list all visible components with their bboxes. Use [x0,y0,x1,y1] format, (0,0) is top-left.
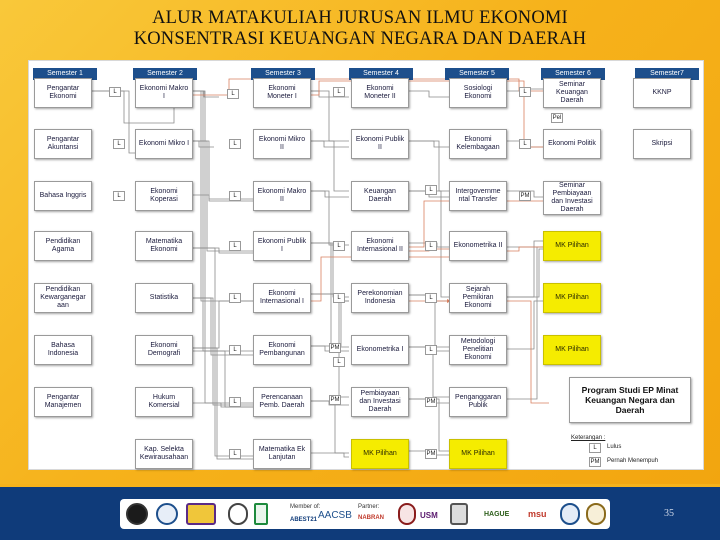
course-ekonomi-pembangunan: Ekonomi Pembangunan [253,335,311,365]
semester-5-header: Semester 5 [445,68,509,80]
semester-6-header: Semester 6 [541,68,605,80]
course-sejarah-pemikiran-ekonomi: Sejarah Pemikiran Ekonomi [449,283,507,313]
course-perencanaan-pemb-daerah: Perencanaan Pemb. Daerah [253,387,311,417]
course-ekonomi-mikro-1: Ekonomi Mikro I [135,129,193,159]
course-pengantar-manajemen: Pengantar Manajemen [34,387,92,417]
course-seminar-keuangan-daerah: Seminar Keuangan Daerah [543,78,601,108]
course-pengantar-akuntansi: Pengantar Akuntansi [34,129,92,159]
course-kknp: KKNP [633,78,691,108]
tag-lulus: L [333,87,345,97]
tag-lulus: L [333,357,345,367]
university-seal-icon [126,503,148,525]
tag-lulus: L [333,293,345,303]
legend-tag-pernah-menempuh: PM [590,459,600,465]
tag-lulus: L [229,397,241,407]
course-penganggaran-publik: Penganggaran Publik [449,387,507,417]
legend-lulus-label: Lulus [607,444,622,450]
course-ekonomi-makro-2: Ekonomi Makro II [253,181,311,211]
course-ekonomi-internasional-1: Ekonomi Internasional I [253,283,311,313]
aacsb-logo: AACSB [318,510,352,521]
hague-logo: HAGUE [484,511,510,518]
course-ekonomi-koperasi: Ekonomi Koperasi [135,181,193,211]
tag-lulus: L [113,139,125,149]
tag-pernah-menempuh: PM [520,193,530,199]
legend-tag-lulus: L [589,443,601,453]
curriculum-flowchart [28,60,704,470]
tag-lulus: L [425,185,437,195]
course-mk-pilihan-s6-a: MK Pilihan [543,231,601,261]
course-mk-pilihan-s5: MK Pilihan [449,439,507,469]
course-skripsi: Skripsi [633,129,691,159]
tag-pernah-menempuh: PM [426,399,436,405]
course-mk-pilihan-s4: MK Pilihan [351,439,409,469]
tag-lulus: L [229,293,241,303]
course-matematika-ek-lanjutan: Matematika Ek Lanjutan [253,439,311,469]
semester-1-header: Semester 1 [33,68,97,80]
course-pendidikan-kewarganegaraan: Pendidikan Kewarganegar aan [34,283,92,313]
partner-globe-icon [560,503,580,525]
course-bahasa-indonesia: Bahasa Indonesia [34,335,92,365]
course-kapita-selekta-kewirausahaan: Kap. Selekta Kewirausahaan [135,439,193,469]
tag-pernah-menempuh: PM [330,345,340,351]
legend-title: Keterangan : [571,435,606,441]
partner-crest-icon [398,503,416,525]
course-ekonomi-moneter-1: Ekonomi Moneter I [253,78,311,108]
course-ekonomi-publik-2: Ekonomi Publik II [351,129,409,159]
slide-title [0,8,720,50]
course-bahasa-inggris: Bahasa Inggris [34,181,92,211]
tag-lulus: L [109,87,121,97]
tag-lulus: L [229,345,241,355]
tag-lulus: L [333,241,345,251]
member-label: Member of: [290,504,321,510]
registered-mark-icon [228,503,248,525]
course-ekonometrika-2: Ekonometrika II [449,231,507,261]
course-statistika: Statistika [135,283,193,313]
semester-3-header: Semester 3 [251,68,315,80]
course-ekonomi-demografi: Ekonomi Demografi [135,335,193,365]
tag-lulus: L [229,241,241,251]
course-seminar-pembiayaan-investasi-daerah: Seminar Pembiayaan dan Investasi Daerah [543,181,601,215]
course-matematika-ekonomi: Matematika Ekonomi [135,231,193,261]
accreditation-badge-icon [186,503,216,525]
course-pembiayaan-investasi-daerah: Pembiayaan dan Investasi Daerah [351,387,409,417]
title-line-2: KONSENTRASI KEUANGAN NEGARA DAN DAERAH [133,29,587,49]
slide-page-number: 35 [664,508,674,519]
course-ekonomi-internasional-2: Ekonomi Internasional II [351,231,409,261]
course-mk-pilihan-s6-b: MK Pilihan [543,283,601,313]
course-metodologi-penelitian-ekonomi: Metodologi Penelitian Ekonomi [449,335,507,365]
semester-2-header: Semester 2 [133,68,197,80]
faculty-logo-icon [156,503,178,525]
tag-lulus: L [425,345,437,355]
title-line-1: ALUR MATAKULIAH JURUSAN ILMU EKONOMI [152,8,568,28]
tag-pel: Pel [552,115,562,121]
course-ekonometrika-1: Ekonometrika I [351,335,409,365]
course-pendidikan-agama: Pendidikan Agama [34,231,92,261]
course-pengantar-ekonomi: Pengantar Ekonomi [34,78,92,108]
course-ekonomi-kelembagaan: Ekonomi Kelembagaan [449,129,507,159]
partner-label: Partner: [358,504,380,510]
abest21-logo: ABEST21 [290,517,318,523]
tag-lulus: L [229,191,241,201]
course-ekonomi-makro-1: Ekonomi Makro I [135,78,193,108]
course-ekonomi-publik-1: Ekonomi Publik I [253,231,311,261]
course-sosiologi-ekonomi: Sosiologi Ekonomi [449,78,507,108]
course-ekonomi-politik: Ekonomi Politik [543,129,601,159]
tag-lulus: L [519,139,531,149]
tag-pernah-menempuh: PM [330,397,340,403]
partner-shield-icon [450,503,468,525]
course-mk-pilihan-s6-c: MK Pilihan [543,335,601,365]
semester-7-header: Semester7 [635,68,699,80]
course-hukum-komersial: Hukum Komersial [135,387,193,417]
msu-logo: msu [528,509,547,519]
tag-lulus: L [113,191,125,201]
tag-lulus: L [229,449,241,459]
usm-logo: USM [420,511,438,520]
tag-lulus: L [519,87,531,97]
semester-4-header: Semester 4 [349,68,413,80]
course-intergovernmental-transfer: Intergovernme ntal Transfer [449,181,507,211]
tag-lulus: L [229,139,241,149]
course-perekonomian-indonesia: Perekonomian Indonesia [351,283,409,313]
tag-lulus: L [425,293,437,303]
certification-badge-icon [254,503,268,525]
tag-lulus: L [425,241,437,251]
course-ekonomi-moneter-2: Ekonomi Moneter II [351,78,409,108]
program-label: Program Studi EP Minat Keuangan Negara dan Daerah [569,377,691,423]
course-ekonomi-mikro-2: Ekonomi Mikro II [253,129,311,159]
tag-lulus: L [227,89,239,99]
partner-emblem-icon [586,503,606,525]
nabran-logo: NABRAN [358,515,384,521]
legend-pernah-menempuh-label: Pernah Menempuh [607,458,659,464]
course-keuangan-daerah: Keuangan Daerah [351,181,409,211]
tag-pernah-menempuh: PM [426,451,436,457]
